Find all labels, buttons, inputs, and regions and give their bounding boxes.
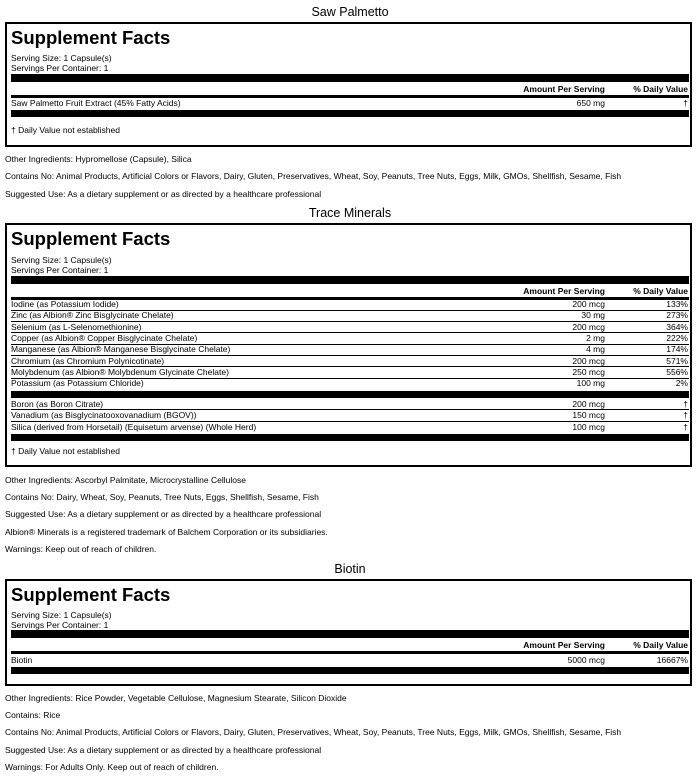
nutrient-amount: 200 mcg <box>572 321 605 332</box>
servings-per-container: Servings Per Container: 1 <box>11 619 109 630</box>
product-title: Trace Minerals <box>308 206 392 220</box>
nutrient-row <box>11 378 689 389</box>
nutrient-name: Silica (derived from Horsetail) (Equisetum arvense) (Whole Herd) <box>11 421 257 432</box>
product-info-line: Other Ingredients: Rice Powder, Vegetable Cellulose, Magnesium Stearate, Silicon Dioxide <box>5 693 347 703</box>
daily-value-label: % Daily Value <box>633 640 688 650</box>
amount-per-serving-header <box>11 286 689 296</box>
thick-divider <box>11 667 689 674</box>
nutrient-daily-value: † <box>683 98 688 108</box>
nutrient-row <box>11 422 689 433</box>
nutrient-name: Potassium (as Potassium Chloride) <box>11 378 144 389</box>
nutrient-amount: 200 mcg <box>572 355 605 366</box>
nutrient-name: Molybdenum (as Albion® Molybdenum Glycinate Chelate) <box>11 367 229 378</box>
daily-value-footnote: † Daily Value not established <box>11 446 120 456</box>
nutrient-daily-value: 2% <box>675 378 688 389</box>
nutrient-amount: 5000 mcg <box>567 655 605 665</box>
supplement-facts-heading: Supplement Facts <box>11 228 171 249</box>
product-info-line: Warnings: For Adults Only. Keep out of reach of children. <box>5 761 219 772</box>
nutrient-daily-value: 133% <box>666 299 688 309</box>
product-info-line: Contains No: Animal Products, Artificial Colors or Flavors, Dairy, Gluten, Preservatives, Wheat, Soy, Peanuts, Tree Nuts, Eggs, Milk, GMOs, Shellfish, Sesame, Fish <box>5 727 622 738</box>
nutrient-daily-value: † <box>683 398 688 409</box>
nutrient-amount: 200 mcg <box>572 299 605 309</box>
servings-per-container: Servings Per Container: 1 <box>11 62 109 73</box>
nutrient-name: Biotin <box>11 655 33 665</box>
nutrient-amount: 650 mg <box>576 98 605 108</box>
amount-per-serving-header <box>11 84 689 94</box>
product-info-line: Other Ingredients: Ascorbyl Palmitate, Microcrystalline Cellulose <box>5 475 246 485</box>
nutrient-amount: 2 mg <box>586 333 605 344</box>
product-title: Biotin <box>334 562 366 576</box>
nutrient-name: Manganese (as Albion® Manganese Bisglycinate Chelate) <box>11 344 231 355</box>
nutrient-amount: 30 mg <box>581 310 605 321</box>
amount-per-serving-label: Amount Per Serving <box>523 640 605 650</box>
nutrient-name: Zinc (as Albion® Zinc Bisglycinate Chelate) <box>11 310 174 321</box>
thick-divider <box>11 434 689 441</box>
nutrient-row <box>11 410 689 422</box>
nutrient-row <box>11 399 689 411</box>
product-info-line: Albion® Minerals is a registered trademark of Balchem Corporation or its subsidiaries. <box>5 526 328 537</box>
supplement-facts-panel <box>5 579 692 686</box>
product-info-line: Contains No: Dairy, Wheat, Soy, Peanuts, Tree Nuts, Eggs, Shellfish, Sesame, Fish <box>5 492 319 503</box>
nutrient-name: Chromium (as Chromium Polynicotinate) <box>11 355 165 366</box>
supplement-facts-panel <box>5 223 692 467</box>
nutrient-amount: 250 mcg <box>572 367 605 378</box>
amount-per-serving-header <box>11 640 689 650</box>
nutrient-row <box>11 299 689 311</box>
servings-per-container: Servings Per Container: 1 <box>11 264 109 275</box>
medium-divider <box>11 651 689 654</box>
nutrient-daily-value: 571% <box>666 355 688 366</box>
nutrient-row <box>11 356 689 368</box>
nutrient-daily-value: † <box>683 410 688 421</box>
nutrient-row <box>11 333 689 345</box>
nutrient-daily-value: 273% <box>666 310 688 321</box>
product-info-line: Suggested Use: As a dietary supplement or as directed by a healthcare professional <box>5 188 322 199</box>
product-info-line: Contains: Rice <box>5 710 61 721</box>
amount-per-serving-label: Amount Per Serving <box>523 84 605 94</box>
nutrient-name: Selenium (as L-Selenomethionine) <box>11 321 142 332</box>
nutrient-row <box>11 310 689 322</box>
product-info-line: Other Ingredients: Hypromellose (Capsule), Silica <box>5 154 192 164</box>
nutrient-row <box>11 655 689 666</box>
daily-value-footnote: † Daily Value not established <box>11 125 120 135</box>
nutrient-daily-value: 556% <box>666 367 688 378</box>
thick-divider <box>11 74 689 82</box>
supplement-facts-heading: Supplement Facts <box>11 27 171 48</box>
thick-divider <box>11 630 689 638</box>
nutrient-daily-value: 364% <box>666 321 688 332</box>
nutrient-amount: 100 mg <box>576 378 605 389</box>
supplement-facts-heading: Supplement Facts <box>11 584 171 605</box>
nutrient-amount: 4 mg <box>586 344 605 355</box>
product-info-line: Suggested Use: As a dietary supplement or as directed by a healthcare professional <box>5 509 322 520</box>
nutrient-name: Iodine (as Potassium Iodide) <box>11 299 119 309</box>
nutrient-name: Saw Palmetto Fruit Extract (45% Fatty Acids) <box>11 98 181 108</box>
nutrient-row <box>11 344 689 356</box>
nutrient-amount: 100 mcg <box>572 421 605 432</box>
nutrient-name: Vanadium (as Bisglycinatooxovanadium (BGOV)) <box>11 410 197 421</box>
thick-divider <box>11 391 689 398</box>
serving-size: Serving Size: 1 Capsule(s) <box>11 255 112 265</box>
daily-value-label: % Daily Value <box>633 84 688 94</box>
product-info-line: Warnings: Keep out of reach of children. <box>5 543 157 554</box>
nutrient-daily-value: 16667% <box>656 655 688 665</box>
nutrient-daily-value: 222% <box>666 333 688 344</box>
daily-value-label: % Daily Value <box>633 286 688 296</box>
product-title: Saw Palmetto <box>311 5 389 19</box>
nutrient-name: Copper (as Albion® Copper Bisglycinate Chelate) <box>11 333 198 344</box>
product-info-line: Suggested Use: As a dietary supplement or as directed by a healthcare professional <box>5 744 322 755</box>
nutrient-name: Boron (as Boron Citrate) <box>11 398 104 409</box>
nutrient-row <box>11 98 689 109</box>
supplement-facts-panel <box>5 22 692 147</box>
nutrient-daily-value: 174% <box>666 344 688 355</box>
thick-divider <box>11 110 689 117</box>
nutrient-daily-value: † <box>683 421 688 432</box>
product-info-line: Contains No: Animal Products, Artificial Colors or Flavors, Dairy, Gluten, Preservatives, Wheat, Soy, Peanuts, Tree Nuts, Eggs, Milk, GMOs, Shellfish, Sesame, Fish <box>5 171 622 182</box>
serving-size: Serving Size: 1 Capsule(s) <box>11 53 112 63</box>
nutrient-row <box>11 322 689 334</box>
nutrient-amount: 150 mcg <box>572 410 605 421</box>
serving-size: Serving Size: 1 Capsule(s) <box>11 610 112 620</box>
nutrient-row <box>11 367 689 379</box>
thick-divider <box>11 276 689 284</box>
amount-per-serving-label: Amount Per Serving <box>523 286 605 296</box>
nutrient-amount: 200 mcg <box>572 398 605 409</box>
